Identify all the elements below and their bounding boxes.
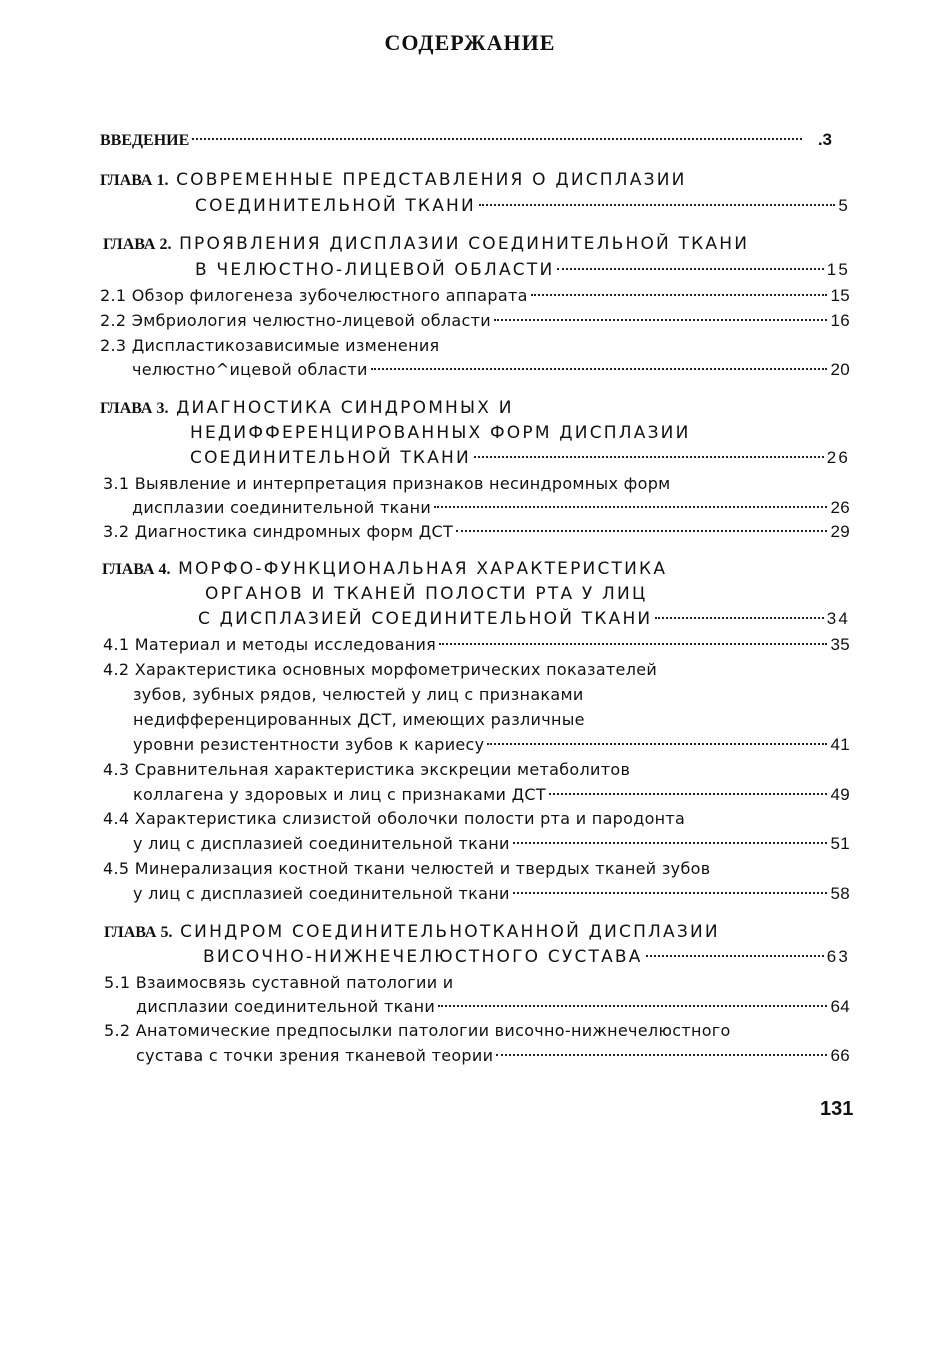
dot-leader	[513, 842, 828, 844]
section-title: 5.2 Анатомические предпосылки патологии височно-нижнечелюстного	[104, 1021, 731, 1040]
toc-chapter-1-heading[interactable]	[100, 170, 687, 190]
toc-section-5-2-heading[interactable]	[104, 1021, 731, 1040]
chapter-title-line: ВИСОЧНО-НИЖНЕЧЕЛЮСТНОГО СУСТАВА	[203, 947, 643, 967]
section-title: 4.4 Характеристика слизистой оболочки полости рта и пародонта	[103, 809, 686, 828]
chapter-label: ГЛАВА 2.	[103, 236, 172, 253]
dot-leader	[479, 204, 835, 206]
toc-entry-introduction[interactable]	[100, 130, 832, 150]
section-title-line: челюстно^ицевой области	[132, 360, 368, 379]
toc-page-number: 35	[830, 635, 850, 654]
toc-section-3-1-heading[interactable]	[103, 474, 671, 493]
chapter-title-line: МОРФО-ФУНКЦИОНАЛЬНАЯ ХАРАКТЕРИСТИКА	[178, 559, 668, 579]
section-title: 3.1 Выявление и интерпретация признаков несиндромных форм	[103, 474, 671, 493]
toc-page-number: 49	[830, 785, 850, 804]
section-title-line: сустава с точки зрения тканевой теории	[136, 1046, 494, 1065]
toc-section-2-3-line[interactable]	[132, 360, 850, 380]
toc-section-5-1-heading[interactable]	[104, 973, 453, 992]
chapter-title-line: ОРГАНОВ И ТКАНЕЙ ПОЛОСТИ РТА У ЛИЦ	[205, 584, 648, 604]
toc-chapter-1-line[interactable]	[195, 196, 850, 216]
section-title: 4.5 Минерализация костной ткани челюстей и твердых тканей зубов	[103, 859, 711, 878]
toc-section-3-2[interactable]	[103, 522, 850, 542]
toc-section-3-1-line[interactable]	[132, 498, 850, 518]
toc-chapter-4-line3[interactable]	[198, 609, 850, 629]
chapter-title-line: В ЧЕЛЮСТНО-ЛИЦЕВОЙ ОБЛАСТИ	[195, 260, 555, 280]
toc-page-number: 16	[830, 311, 850, 330]
dot-leader	[371, 368, 828, 370]
toc-section-2-1[interactable]	[100, 286, 850, 306]
toc-section-4-2-line2[interactable]	[133, 685, 584, 704]
toc-chapter-3-line2[interactable]	[190, 423, 691, 443]
dot-leader	[655, 617, 823, 619]
toc-section-4-5-heading[interactable]	[103, 859, 710, 878]
dot-leader	[549, 793, 828, 795]
section-title-line: у лиц с дисплазией соединительной ткани	[133, 884, 510, 903]
section-title: 2.2 Эмбриология челюстно-лицевой области	[100, 311, 491, 330]
toc-chapter-2-line[interactable]	[195, 260, 850, 280]
chapter-label: ГЛАВА 3.	[100, 400, 169, 417]
chapter-title-line: ПРОЯВЛЕНИЯ ДИСПЛАЗИИ СОЕДИНИТЕЛЬНОЙ ТКАНИ	[179, 234, 750, 254]
toc-page-number: 64	[830, 997, 850, 1016]
toc-page-number: 26	[826, 448, 850, 467]
dot-leader	[456, 530, 827, 532]
section-title-line: дисплазии соединительной ткани	[132, 498, 432, 517]
toc-section-4-5-line[interactable]	[133, 884, 850, 904]
toc-section-4-1[interactable]	[103, 635, 850, 655]
section-title: 2.1 Обзор филогенеза зубочелюстного аппарата	[100, 286, 528, 305]
toc-section-4-2-line4[interactable]	[133, 735, 850, 755]
section-title: 5.1 Взаимосвязь суставной патологии и	[104, 973, 454, 992]
dot-leader	[557, 268, 823, 270]
toc-page-number: .3	[817, 130, 832, 149]
section-title-line: у лиц с дисплазией соединительной ткани	[133, 834, 510, 853]
section-title: 4.1 Материал и методы исследования	[103, 635, 437, 654]
toc-section-4-2-heading[interactable]	[103, 660, 657, 679]
toc-chapter-5-heading[interactable]	[104, 922, 720, 942]
dot-leader	[438, 1005, 827, 1007]
dot-leader	[487, 743, 827, 745]
toc-page-number: 29	[830, 522, 850, 541]
toc-page-number: 66	[830, 1046, 850, 1065]
toc-section-4-2-line3[interactable]	[133, 710, 585, 729]
toc-entry-label: ВВЕДЕНИЕ	[100, 132, 190, 149]
section-title-line: зубов, зубных рядов, челюстей у лиц с признаками	[133, 685, 584, 704]
chapter-title-line: СИНДРОМ СОЕДИНИТЕЛЬНОТКАННОЙ ДИСПЛАЗИИ	[180, 922, 720, 942]
toc-page-number: 63	[826, 947, 850, 966]
section-title-line: уровни резистентности зубов к кариесу	[133, 735, 485, 754]
toc-page-number: 41	[830, 735, 850, 754]
dot-leader	[474, 456, 824, 458]
chapter-title-line: СОВРЕМЕННЫЕ ПРЕДСТАВЛЕНИЯ О ДИСПЛАЗИИ	[176, 170, 687, 190]
section-title-line: дисплазии соединительной ткани	[136, 997, 436, 1016]
toc-section-2-3-heading[interactable]	[100, 336, 439, 355]
dot-leader	[192, 138, 802, 140]
dot-leader	[494, 319, 828, 321]
toc-page-number: 51	[830, 834, 850, 853]
page-title: СОДЕРЖАНИЕ	[384, 30, 556, 55]
chapter-label: ГЛАВА 1.	[100, 172, 169, 189]
chapter-title-line: НЕДИФФЕРЕНЦИРОВАННЫХ ФОРМ ДИСПЛАЗИИ	[190, 423, 691, 443]
toc-section-4-4-line[interactable]	[133, 834, 850, 854]
section-title: 2.3 Диспластикозависимые изменения	[100, 336, 440, 355]
dot-leader	[513, 892, 828, 894]
dot-leader	[531, 294, 828, 296]
toc-section-4-3-line[interactable]	[133, 785, 850, 805]
dot-leader	[439, 643, 827, 645]
section-title: 3.2 Диагностика синдромных форм ДСТ	[103, 522, 454, 541]
toc-chapter-2-heading[interactable]	[103, 234, 749, 254]
toc-page-number: 5	[838, 196, 850, 215]
toc-page-number: 26	[830, 498, 850, 517]
toc-section-5-2-line[interactable]	[136, 1046, 850, 1066]
chapter-label: ГЛАВА 4.	[102, 561, 171, 578]
toc-chapter-3-heading[interactable]	[100, 398, 514, 418]
toc-section-5-1-line[interactable]	[136, 997, 850, 1017]
toc-section-4-4-heading[interactable]	[103, 809, 685, 828]
toc-chapter-4-heading[interactable]	[102, 559, 667, 579]
toc-page-number: 20	[830, 360, 850, 379]
chapter-title-line: СОЕДИНИТЕЛЬНОЙ ТКАНИ	[190, 448, 471, 468]
toc-chapter-5-line[interactable]	[203, 947, 850, 967]
toc-chapter-4-line2[interactable]	[205, 584, 647, 604]
section-title-line: недифференцированных ДСТ, имеющих различные	[133, 710, 585, 729]
dot-leader	[496, 1054, 827, 1056]
chapter-title-line: СОЕДИНИТЕЛЬНОЙ ТКАНИ	[195, 196, 476, 216]
dot-leader	[434, 506, 827, 508]
section-title-line: коллагена у здоровых и лиц с признаками ДСТ	[133, 785, 546, 804]
toc-section-4-3-heading[interactable]	[103, 760, 630, 779]
dot-leader	[646, 955, 824, 957]
chapter-title-line: ДИАГНОСТИКА СИНДРОМНЫХ И	[176, 398, 514, 418]
toc-page-number: 34	[826, 609, 850, 628]
section-title: 4.3 Сравнительная характеристика экскреции метаболитов	[103, 760, 631, 779]
toc-section-2-2[interactable]	[100, 311, 850, 331]
toc-page-number: 15	[826, 260, 850, 279]
toc-page-number: 58	[830, 884, 850, 903]
chapter-label: ГЛАВА 5.	[104, 924, 173, 941]
toc-chapter-3-line3[interactable]	[190, 448, 850, 468]
section-title: 4.2 Характеристика основных морфометрических показателей	[103, 660, 658, 679]
toc-page-number: 15	[830, 286, 850, 305]
chapter-title-line: С ДИСПЛАЗИЕЙ СОЕДИНИТЕЛЬНОЙ ТКАНИ	[198, 609, 653, 629]
page-number: 131	[820, 1098, 854, 1120]
